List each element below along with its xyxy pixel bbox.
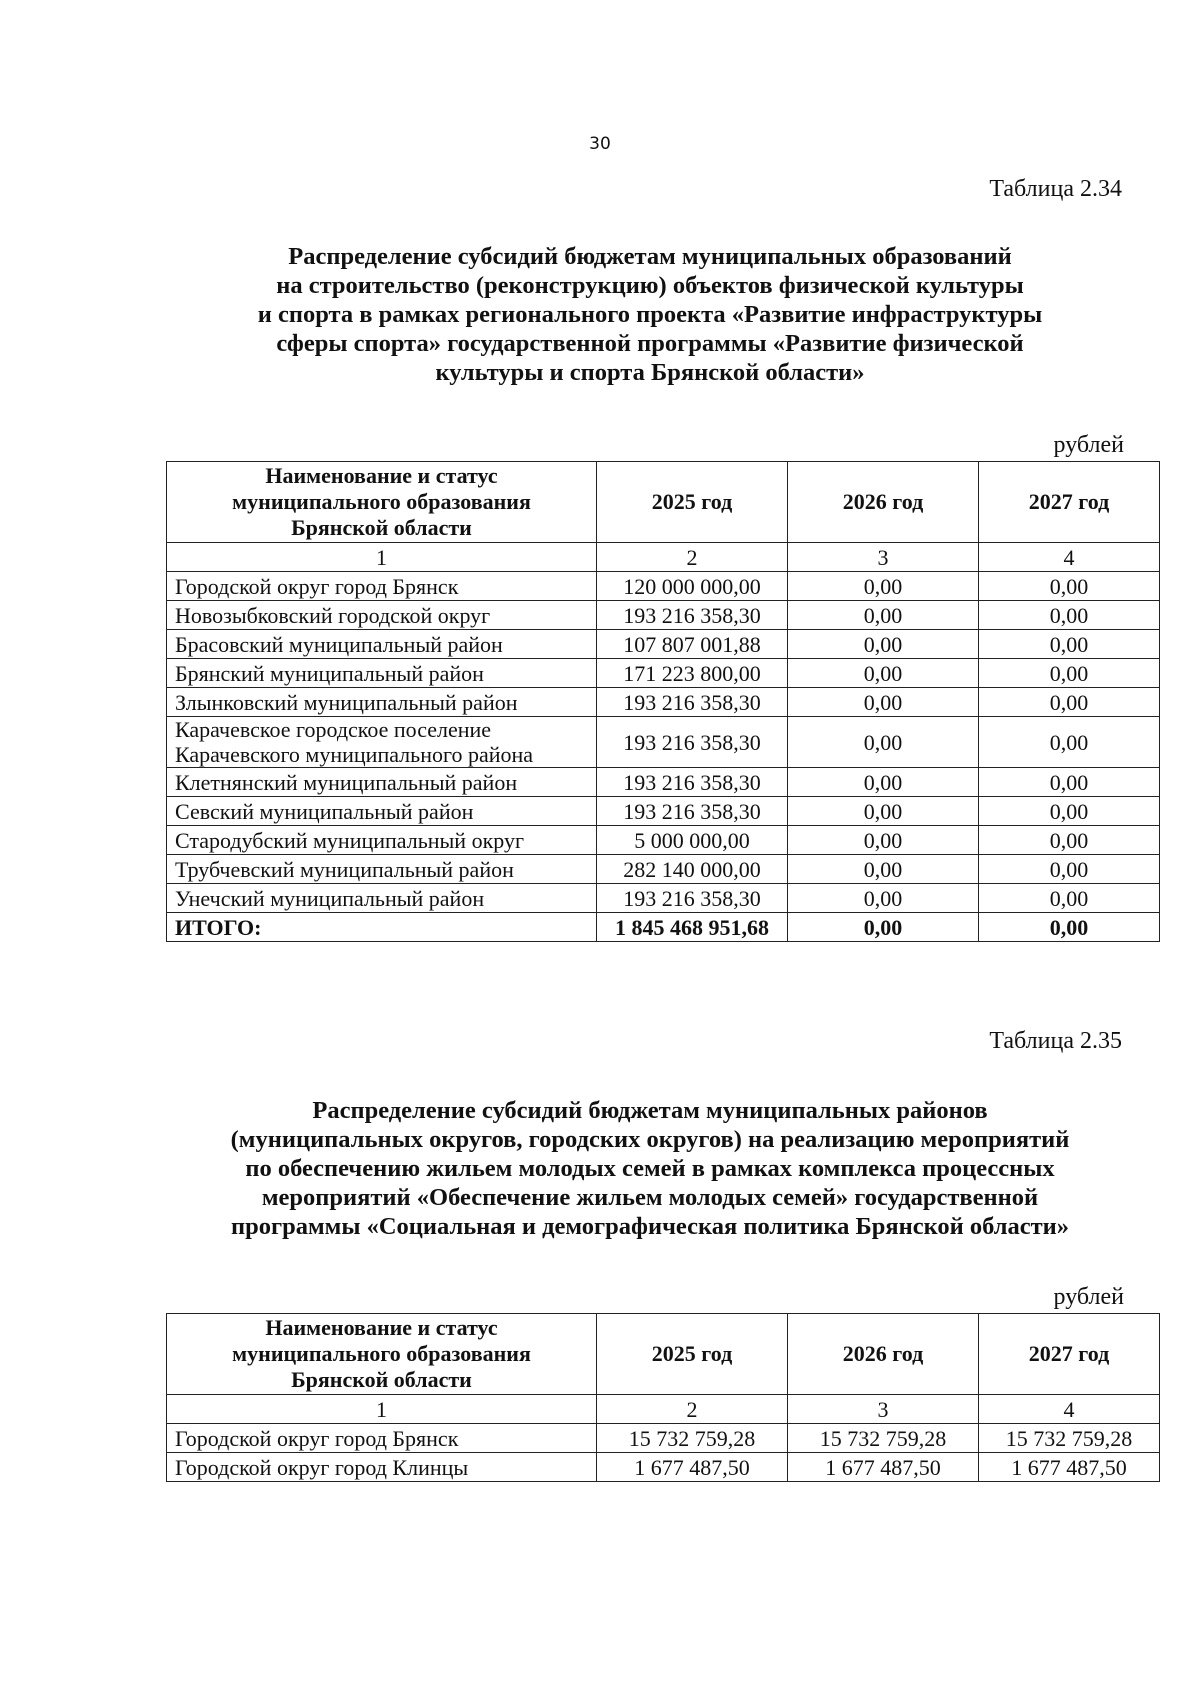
index-row [167, 543, 1160, 572]
cell-v2027: 0,00 [979, 884, 1160, 913]
cell-v2027: 0,00 [979, 797, 1160, 826]
row-name [167, 884, 597, 913]
data-table [166, 1313, 1160, 1482]
cell-v2027: 0,00 [979, 688, 1160, 717]
cell-v2026: 15 732 759,28 [788, 1424, 979, 1453]
row-name-line: Унечский муниципальный район [175, 885, 485, 911]
cell-v2027: 0,00 [979, 601, 1160, 630]
table-row [167, 601, 1160, 630]
row-name [167, 717, 597, 768]
column-index: 4 [979, 1395, 1160, 1424]
cell-v2025: 120 000 000,00 [597, 572, 788, 601]
row-name-line: Стародубский муниципальный округ [175, 827, 525, 853]
row-name [167, 797, 597, 826]
cell-v2025: 107 807 001,88 [597, 630, 788, 659]
header-name-line: Наименование и статус [265, 1315, 498, 1340]
row-name [167, 630, 597, 659]
column-index: 2 [597, 1395, 788, 1424]
units-label: рублей [1053, 432, 1124, 458]
column-index: 1 [167, 543, 597, 572]
title-line: Распределение субсидий бюджетам муниципальных районов [312, 1097, 988, 1124]
header-row [167, 1314, 1160, 1395]
table-row [167, 1424, 1160, 1453]
title-line: культуры и спорта Брянской области» [435, 359, 865, 386]
header-y2027: 2027 год [979, 1314, 1160, 1395]
row-name [167, 826, 597, 855]
table-row [167, 1453, 1160, 1482]
title-line: и спорта в рамках регионального проекта «Развитие инфраструктуры [257, 301, 1043, 328]
total-v2025: 1 845 468 951,68 [597, 913, 788, 942]
cell-v2027: 1 677 487,50 [979, 1453, 1160, 1482]
row-name [167, 855, 597, 884]
table-row [167, 659, 1160, 688]
cell-v2026: 0,00 [788, 855, 979, 884]
row-name-line: Брасовский муниципальный район [175, 631, 503, 657]
table-title [150, 1096, 1150, 1241]
row-name-line: Карачевского муниципального района [175, 742, 534, 767]
table-row [167, 688, 1160, 717]
cell-v2027: 15 732 759,28 [979, 1424, 1160, 1453]
cell-v2025: 5 000 000,00 [597, 826, 788, 855]
row-name-line: Городской округ город Клинцы [175, 1454, 469, 1480]
row-name [167, 1424, 597, 1453]
cell-v2025: 1 677 487,50 [597, 1453, 788, 1482]
row-name-line: Трубчевский муниципальный район [175, 856, 514, 882]
cell-v2027: 0,00 [979, 572, 1160, 601]
cell-v2026: 0,00 [788, 768, 979, 797]
column-index: 2 [597, 543, 788, 572]
table-row [167, 884, 1160, 913]
table-row [167, 855, 1160, 884]
table-title [150, 242, 1150, 387]
cell-v2027: 0,00 [979, 630, 1160, 659]
header-y2025: 2025 год [597, 1314, 788, 1395]
row-name [167, 572, 597, 601]
table-row [167, 826, 1160, 855]
data-table [166, 461, 1160, 942]
table-label: Таблица 2.34 [989, 176, 1122, 202]
cell-v2025: 193 216 358,30 [597, 768, 788, 797]
cell-v2026: 0,00 [788, 601, 979, 630]
column-index: 4 [979, 543, 1160, 572]
cell-v2026: 0,00 [788, 717, 979, 768]
table-row [167, 572, 1160, 601]
header-name-line: муниципального образования [232, 489, 531, 514]
row-name-line: Клетнянский муниципальный район [175, 769, 518, 795]
cell-v2026: 0,00 [788, 630, 979, 659]
row-name [167, 1453, 597, 1482]
header-row [167, 462, 1160, 543]
cell-v2025: 15 732 759,28 [597, 1424, 788, 1453]
title-line: Распределение субсидий бюджетам муниципальных образований [288, 243, 1012, 270]
row-name-line: Злынковский муниципальный район [175, 689, 518, 715]
cell-v2027: 0,00 [979, 855, 1160, 884]
row-name-line: Брянский муниципальный район [175, 660, 484, 686]
table-row [167, 717, 1160, 768]
header-y2027: 2027 год [979, 462, 1160, 543]
header-y2025: 2025 год [597, 462, 788, 543]
row-name [167, 768, 597, 797]
cell-v2026: 1 677 487,50 [788, 1453, 979, 1482]
cell-v2027: 0,00 [979, 717, 1160, 768]
units-label: рублей [1053, 1284, 1124, 1310]
cell-v2026: 0,00 [788, 826, 979, 855]
column-index: 3 [788, 543, 979, 572]
cell-v2025: 193 216 358,30 [597, 797, 788, 826]
header-name [167, 462, 597, 543]
cell-v2025: 193 216 358,30 [597, 688, 788, 717]
cell-v2027: 0,00 [979, 659, 1160, 688]
cell-v2026: 0,00 [788, 884, 979, 913]
cell-v2026: 0,00 [788, 797, 979, 826]
header-name [167, 1314, 597, 1395]
cell-v2025: 282 140 000,00 [597, 855, 788, 884]
total-v2026: 0,00 [788, 913, 979, 942]
total-row [167, 913, 1160, 942]
column-index: 3 [788, 1395, 979, 1424]
header-name-line: муниципального образования [232, 1341, 531, 1366]
title-line: на строительство (реконструкцию) объектов физической культуры [276, 272, 1024, 299]
title-line: программы «Социальная и демографическая политика Брянской области» [230, 1213, 1070, 1240]
header-name-line: Брянской области [291, 1367, 472, 1392]
row-name [167, 659, 597, 688]
row-name [167, 601, 597, 630]
cell-v2026: 0,00 [788, 659, 979, 688]
table-label: Таблица 2.35 [989, 1028, 1122, 1054]
cell-v2025: 193 216 358,30 [597, 717, 788, 768]
index-row [167, 1395, 1160, 1424]
row-name-line: Севский муниципальный район [175, 798, 474, 824]
title-line: по обеспечению жильем молодых семей в рамках комплекса процессных [245, 1155, 1055, 1182]
total-label: ИТОГО: [167, 913, 597, 942]
title-line: сферы спорта» государственной программы «Развитие физической [276, 330, 1024, 357]
row-name-line: Карачевское городское поселение [175, 717, 492, 742]
cell-v2026: 0,00 [788, 688, 979, 717]
cell-v2025: 193 216 358,30 [597, 601, 788, 630]
table-row [167, 768, 1160, 797]
row-name-line: Городской округ город Брянск [175, 1425, 459, 1451]
row-name-line: Городской округ город Брянск [175, 573, 459, 599]
title-line: (муниципальных округов, городских округов) на реализацию мероприятий [230, 1126, 1070, 1153]
page-number: 30 [589, 134, 611, 154]
column-index: 1 [167, 1395, 597, 1424]
cell-v2027: 0,00 [979, 826, 1160, 855]
row-name-line: Новозыбковский городской округ [175, 602, 491, 628]
table-row [167, 797, 1160, 826]
row-name [167, 688, 597, 717]
header-y2026: 2026 год [788, 1314, 979, 1395]
cell-v2025: 171 223 800,00 [597, 659, 788, 688]
header-name-line: Брянской области [291, 515, 472, 540]
total-v2027: 0,00 [979, 913, 1160, 942]
header-name-line: Наименование и статус [265, 463, 498, 488]
title-line: мероприятий «Обеспечение жильем молодых семей» государственной [261, 1184, 1039, 1211]
header-y2026: 2026 год [788, 462, 979, 543]
table-row [167, 630, 1160, 659]
cell-v2026: 0,00 [788, 572, 979, 601]
cell-v2027: 0,00 [979, 768, 1160, 797]
cell-v2025: 193 216 358,30 [597, 884, 788, 913]
